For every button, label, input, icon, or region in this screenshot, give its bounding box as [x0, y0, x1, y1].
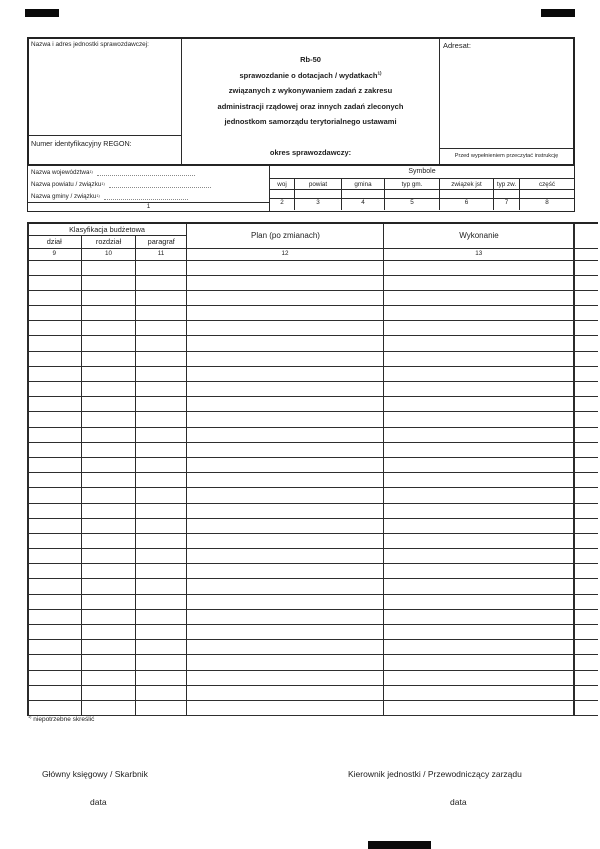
table-column-number: 12	[281, 250, 289, 257]
table-row	[27, 549, 598, 564]
registration-mark-top-right	[541, 9, 575, 17]
signature-right-date: data	[450, 797, 467, 807]
symbols-column	[385, 179, 440, 211]
symbols-column-label: woj	[270, 179, 294, 191]
name-column-number: 1	[28, 202, 269, 210]
symbols-empty-cell	[440, 190, 493, 199]
dotted-fill-line	[109, 180, 211, 188]
regon-cell	[29, 136, 182, 164]
column-header-dzial: dział	[46, 237, 62, 246]
symbols-column	[270, 179, 295, 211]
table-row	[27, 640, 598, 655]
symbols-column	[342, 179, 385, 211]
table-row	[27, 473, 598, 488]
table-column-number: 9	[52, 250, 56, 257]
table-row	[27, 671, 598, 686]
symbols-column-number: 8	[545, 199, 549, 206]
table-row	[27, 397, 598, 412]
table-row	[27, 291, 598, 306]
table-row	[27, 579, 598, 594]
symbols-empty-cell	[270, 190, 294, 199]
table-row	[27, 534, 598, 549]
symbols-column-label: typ gm.	[385, 179, 439, 191]
form-title-line3: związanych z wykonywaniem zadań z zakresu	[228, 86, 393, 95]
budget-table	[27, 222, 598, 715]
table-row	[27, 336, 598, 351]
symbols-column	[440, 179, 494, 211]
county-name-row: Nazwa powiatu / związku 1)	[28, 178, 269, 190]
table-border-right	[573, 224, 575, 715]
table-column-number: 13	[475, 250, 483, 257]
form-header-block	[27, 37, 575, 166]
symbols-column-number: 4	[361, 199, 365, 206]
symbols-column-label: powiat	[295, 179, 341, 191]
symbols-column-label: gmina	[342, 179, 384, 191]
column-header-wykonanie: Wykonanie	[459, 231, 499, 240]
table-row	[27, 382, 598, 397]
column-numbers-row	[27, 248, 598, 261]
table-row	[27, 701, 598, 716]
symbols-empty-cell	[520, 190, 574, 199]
symbols-column-number: 7	[504, 199, 509, 206]
symbols-column	[520, 179, 574, 211]
reporting-period-label: okres sprawozdawczy:	[269, 148, 352, 157]
symbols-column-number: 5	[410, 199, 414, 206]
table-row	[27, 625, 598, 640]
instruction-note: Przed wypełnieniem przeczytać instrukcję	[454, 153, 559, 159]
symbols-empty-cell	[342, 190, 384, 199]
signature-left-role: Główny księgowy / Skarbnik	[42, 769, 148, 779]
signature-right-role: Kierownik jednostki / Przewodniczący zarządu	[348, 769, 522, 779]
addressee-cell	[440, 39, 573, 149]
table-row	[27, 655, 598, 670]
footnote-ref-icon: 1)	[28, 713, 32, 719]
column-header-paragraf: paragraf	[147, 237, 175, 246]
table-row	[27, 595, 598, 610]
symbols-column-label: typ zw.	[494, 179, 519, 191]
column-header-rozdzial: rozdział	[95, 237, 122, 246]
table-row	[27, 276, 598, 291]
footnote-text: niepotrzebne skreślić	[33, 716, 95, 723]
table-row	[27, 504, 598, 519]
table-row	[27, 321, 598, 336]
voivodeship-name-row: Nazwa województwa 1)	[28, 166, 269, 178]
addressee-label: Adresat:	[443, 41, 471, 50]
symbols-header: Symbole	[270, 166, 574, 179]
symbols-column-label: związek jst	[440, 179, 493, 191]
dotted-fill-line	[104, 192, 188, 200]
table-row	[27, 428, 598, 443]
signature-left-date: data	[90, 797, 107, 807]
table-row	[27, 261, 598, 276]
table-column-number: 10	[104, 250, 112, 257]
reporting-unit-name-label: Nazwa i adres jednostki sprawozdawczej:	[31, 41, 149, 48]
table-row	[27, 519, 598, 534]
table-column-number: 11	[157, 250, 165, 257]
table-row	[27, 412, 598, 427]
dotted-fill-line	[97, 168, 195, 176]
form-code: Rb-50	[300, 55, 321, 64]
table-divider	[81, 236, 83, 715]
table-row	[27, 367, 598, 382]
table-row	[27, 306, 598, 321]
regon-label: Numer identyfikacyjny REGON:	[31, 139, 132, 148]
symbols-empty-cell	[385, 190, 439, 199]
table-row	[27, 610, 598, 625]
table-divider	[186, 224, 188, 715]
symbols-table	[269, 166, 574, 211]
symbols-column-number: 6	[464, 199, 469, 206]
form-title-line2: sprawozdanie o dotacjach / wydatkach$^{1)}$	[239, 70, 382, 80]
reporting-unit-name-cell	[29, 39, 182, 136]
table-row	[27, 443, 598, 458]
registration-mark-top-left	[25, 9, 59, 17]
symbols-column-label: część	[520, 179, 574, 191]
table-row	[27, 488, 598, 503]
table-border-left	[27, 224, 29, 715]
footnote-ref-icon: 1)	[377, 70, 382, 75]
form-title	[182, 39, 439, 130]
symbols-empty-cell	[295, 190, 341, 199]
territory-names	[28, 166, 269, 211]
territory-section	[27, 165, 575, 212]
footnote	[28, 713, 95, 723]
table-row	[27, 686, 598, 701]
form-title-line5: jednostkom samorządu terytorialnego ustawami	[224, 117, 397, 126]
symbols-column	[295, 179, 342, 211]
table-row	[27, 458, 598, 473]
table-row	[27, 352, 598, 367]
table-row	[27, 564, 598, 579]
classification-header: Klasyfikacja budżetowa	[27, 224, 187, 236]
symbols-columns	[270, 179, 574, 211]
empty-data-rows	[27, 261, 598, 717]
form-title-cell	[182, 39, 440, 164]
symbols-column-number: 2	[280, 199, 284, 206]
symbols-column	[494, 179, 520, 211]
registration-mark-bottom-center	[368, 841, 431, 849]
form-title-line4: administracji rządowej oraz innych zadań zleconych	[217, 101, 404, 111]
table-divider	[383, 224, 385, 715]
column-header-plan: Plan (po zmianach)	[251, 231, 320, 240]
table-divider	[135, 236, 137, 715]
symbols-empty-cell	[494, 190, 519, 199]
commune-name-row: Nazwa gminy / związku 1)	[28, 190, 269, 202]
symbols-column-number: 3	[316, 199, 320, 206]
